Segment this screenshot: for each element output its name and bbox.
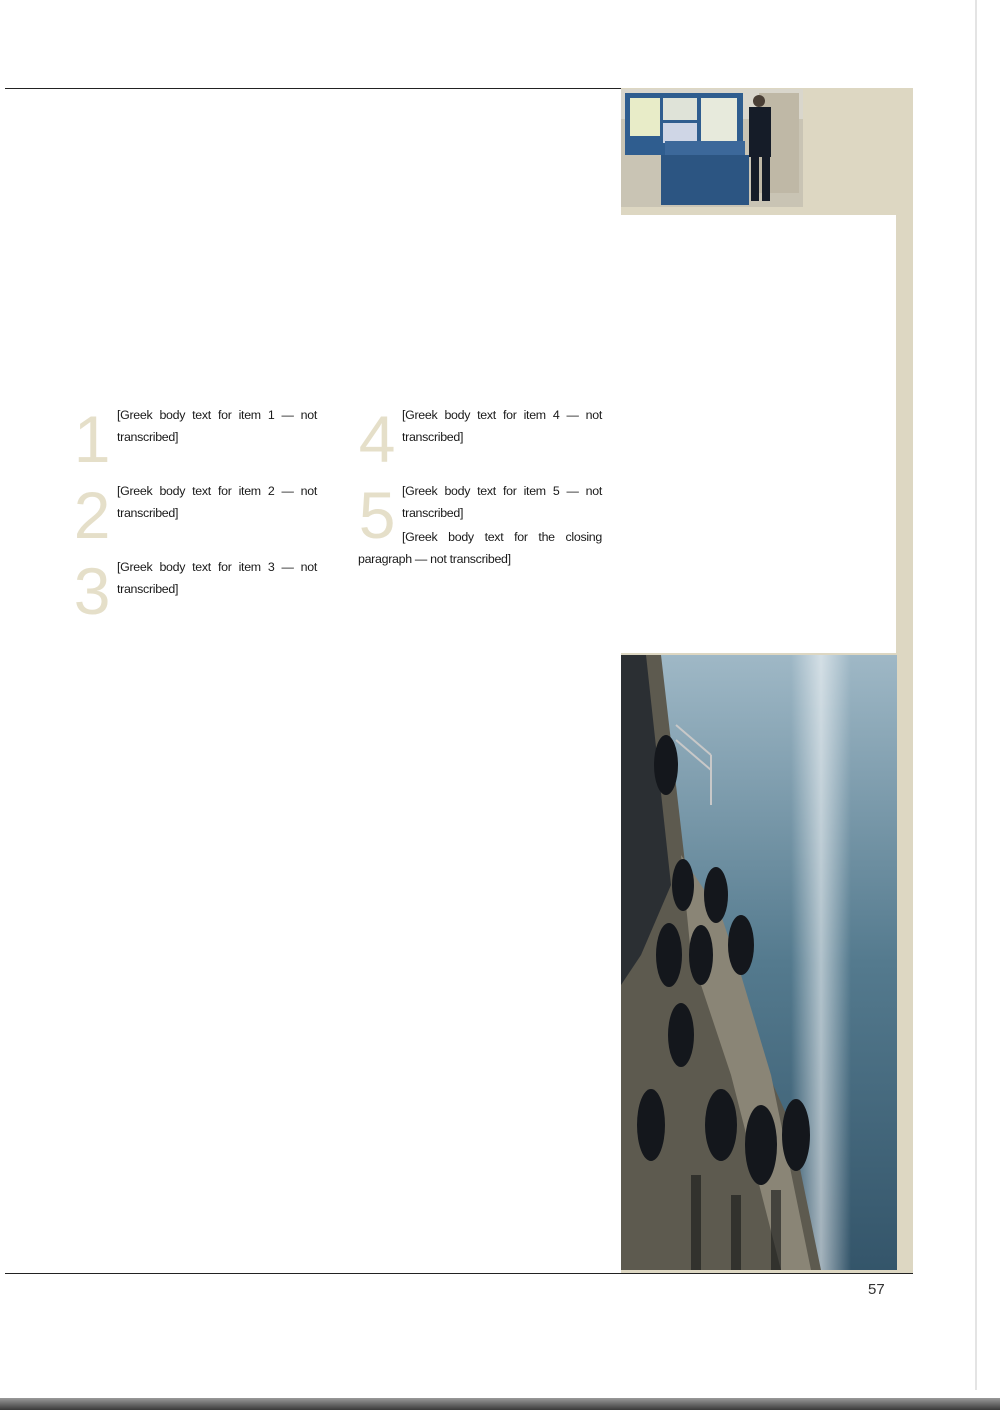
side-blank-panel xyxy=(621,215,896,653)
item-text: [Greek body text for item 4 — not transcribed] xyxy=(402,408,602,444)
list-item xyxy=(358,402,602,476)
list-item xyxy=(73,478,317,553)
item-number: 3 xyxy=(73,554,111,629)
page-number: 57 xyxy=(868,1281,885,1298)
item-text: [Greek body text for item 3 — not transcribed] xyxy=(117,560,317,596)
right-column xyxy=(358,402,602,571)
control-panel-photo xyxy=(621,89,803,207)
item-text: [Greek body text for item 2 — not transcribed] xyxy=(117,484,317,520)
item-number: 5 xyxy=(358,478,396,553)
crew-on-pier-photo-graphic xyxy=(621,655,897,1270)
scan-bottom-shadow xyxy=(0,1398,1000,1410)
item-number: 2 xyxy=(73,478,111,553)
bottom-rule xyxy=(5,1273,913,1274)
item-text: [Greek body text for item 5 — not transcribed] xyxy=(402,484,602,520)
left-column xyxy=(73,402,317,634)
crew-on-pier-photo xyxy=(621,655,897,1270)
list-item xyxy=(73,554,317,629)
page-edge-line xyxy=(975,0,977,1390)
item-text: [Greek body text for item 1 — not transcribed] xyxy=(117,408,317,444)
closing-paragraph: [Greek body text for the closing paragraph — not transcribed] xyxy=(358,530,602,566)
control-panel-photo-graphic xyxy=(621,89,803,207)
item-number: 1 xyxy=(73,402,111,476)
item-number: 4 xyxy=(358,402,396,476)
list-item xyxy=(73,402,317,476)
